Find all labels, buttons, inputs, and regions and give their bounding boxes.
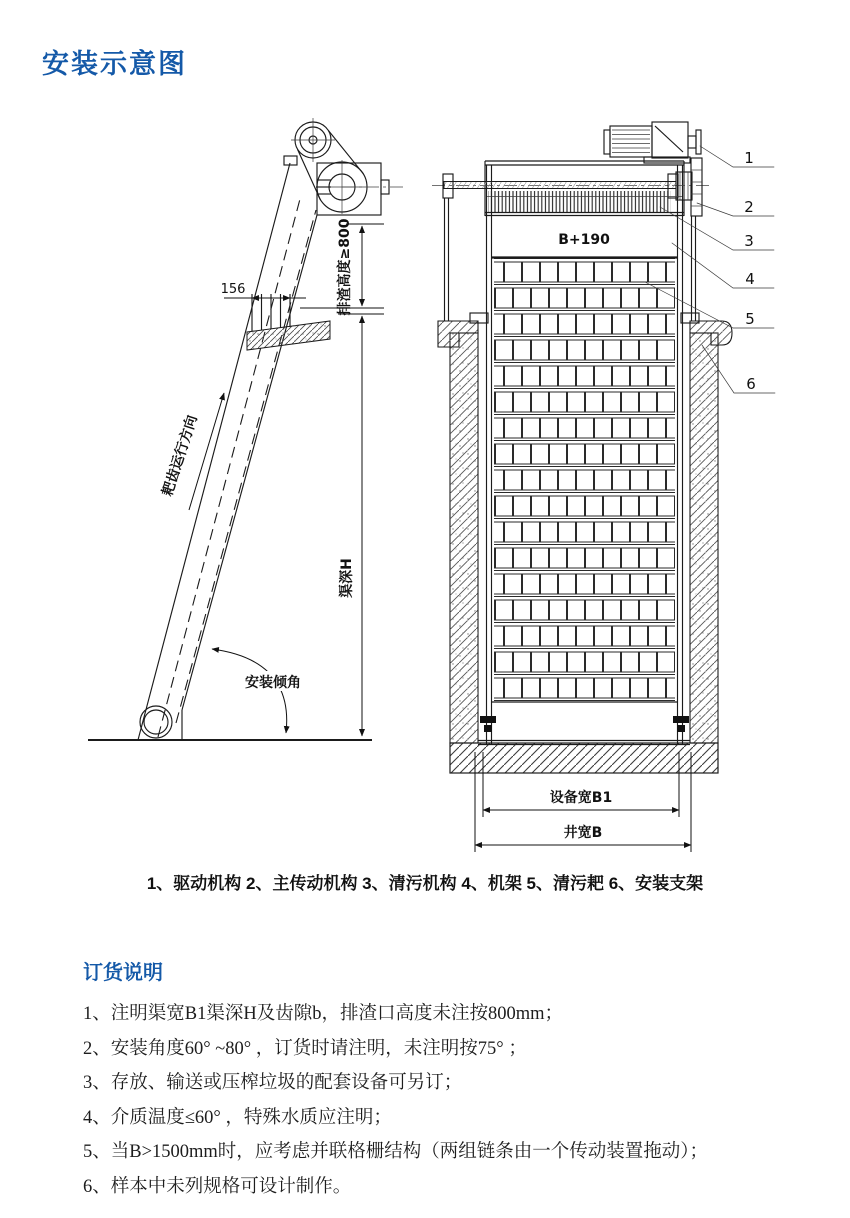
callout-3-number: 3	[744, 232, 754, 250]
drive-mechanism	[284, 118, 404, 215]
header-assembly	[432, 161, 710, 257]
figure-caption: 1、驱动机构 2、主传动机构 3、清污机构 4、机架 5、清污耙 6、安装支架	[146, 874, 704, 893]
installation-drawing	[0, 95, 850, 870]
ordering-heading: 订货说明	[83, 962, 163, 984]
right-anchor-bolt	[673, 716, 689, 723]
front-view	[432, 122, 775, 852]
callout-4-number: 4	[745, 270, 755, 288]
output-shaft	[688, 136, 696, 148]
ordering-item-3: 3、存放、输送或压榨垃圾的配套设备可另订；	[83, 1073, 463, 1093]
top-width-label: B+190	[558, 232, 610, 248]
drive-shaft	[444, 182, 676, 189]
callout-2-number: 2	[744, 198, 754, 216]
ordering-item-2: 2、安装角度60° ~80° ，订货时请注明，未注明按75° ；	[83, 1038, 527, 1059]
discharge-platform	[247, 321, 330, 350]
chain-path-dashed	[176, 210, 316, 723]
motor-endcap	[604, 130, 610, 154]
drive-bracket	[691, 158, 702, 216]
inclined-screen-body	[138, 163, 317, 740]
ordering-item-1: 1、注明渠宽B1渠深H及齿隙b，排渣口高度未注按800mm；	[83, 1004, 563, 1024]
output-flange	[696, 130, 701, 154]
channel-depth-label: 渠深H	[339, 558, 355, 598]
installation-angle-label: 安装倾角	[245, 675, 301, 691]
equipment-width-label: 设备宽B1	[549, 790, 613, 806]
callout-1	[700, 146, 774, 167]
comb-teeth	[488, 191, 671, 212]
well-width-label: 井宽B	[563, 825, 603, 841]
bottom-box	[478, 716, 690, 745]
dim-channel-depth	[338, 314, 384, 736]
direction-arrow	[189, 393, 224, 510]
bottom-roller	[140, 706, 172, 738]
dim-156-label: 156	[220, 282, 246, 297]
installation-angle	[212, 649, 314, 733]
page-title: 安装示意图	[42, 49, 187, 79]
callout-1-number: 1	[744, 149, 754, 167]
callout-5-number: 5	[745, 310, 755, 328]
ordering-item-4: 4、介质温度≤60° ，特殊水质应注明；	[83, 1107, 392, 1128]
screen-grid	[494, 258, 675, 702]
channel-floor	[450, 743, 718, 773]
ordering-item-6: 6、样本中未列规格可设计制作。	[83, 1176, 352, 1197]
sprocket-bracket	[284, 156, 297, 165]
rake-direction-label: 耙齿运行方向	[159, 413, 201, 499]
motor-fins	[612, 130, 650, 153]
ordering-item-5: 5、当B>1500mm时，应考虑并联格栅结构（两组链条由一个传动装置拖动）；	[83, 1142, 709, 1162]
discharge-height-label: 排渣高度≥800	[337, 218, 353, 316]
ordering-section	[83, 956, 813, 1204]
side-view	[88, 118, 404, 740]
chain-tangent	[328, 131, 363, 174]
left-anchor-bolt	[480, 716, 496, 723]
callout-2	[697, 198, 774, 216]
callout-6-number: 6	[746, 375, 756, 393]
installation-figure	[0, 95, 850, 875]
